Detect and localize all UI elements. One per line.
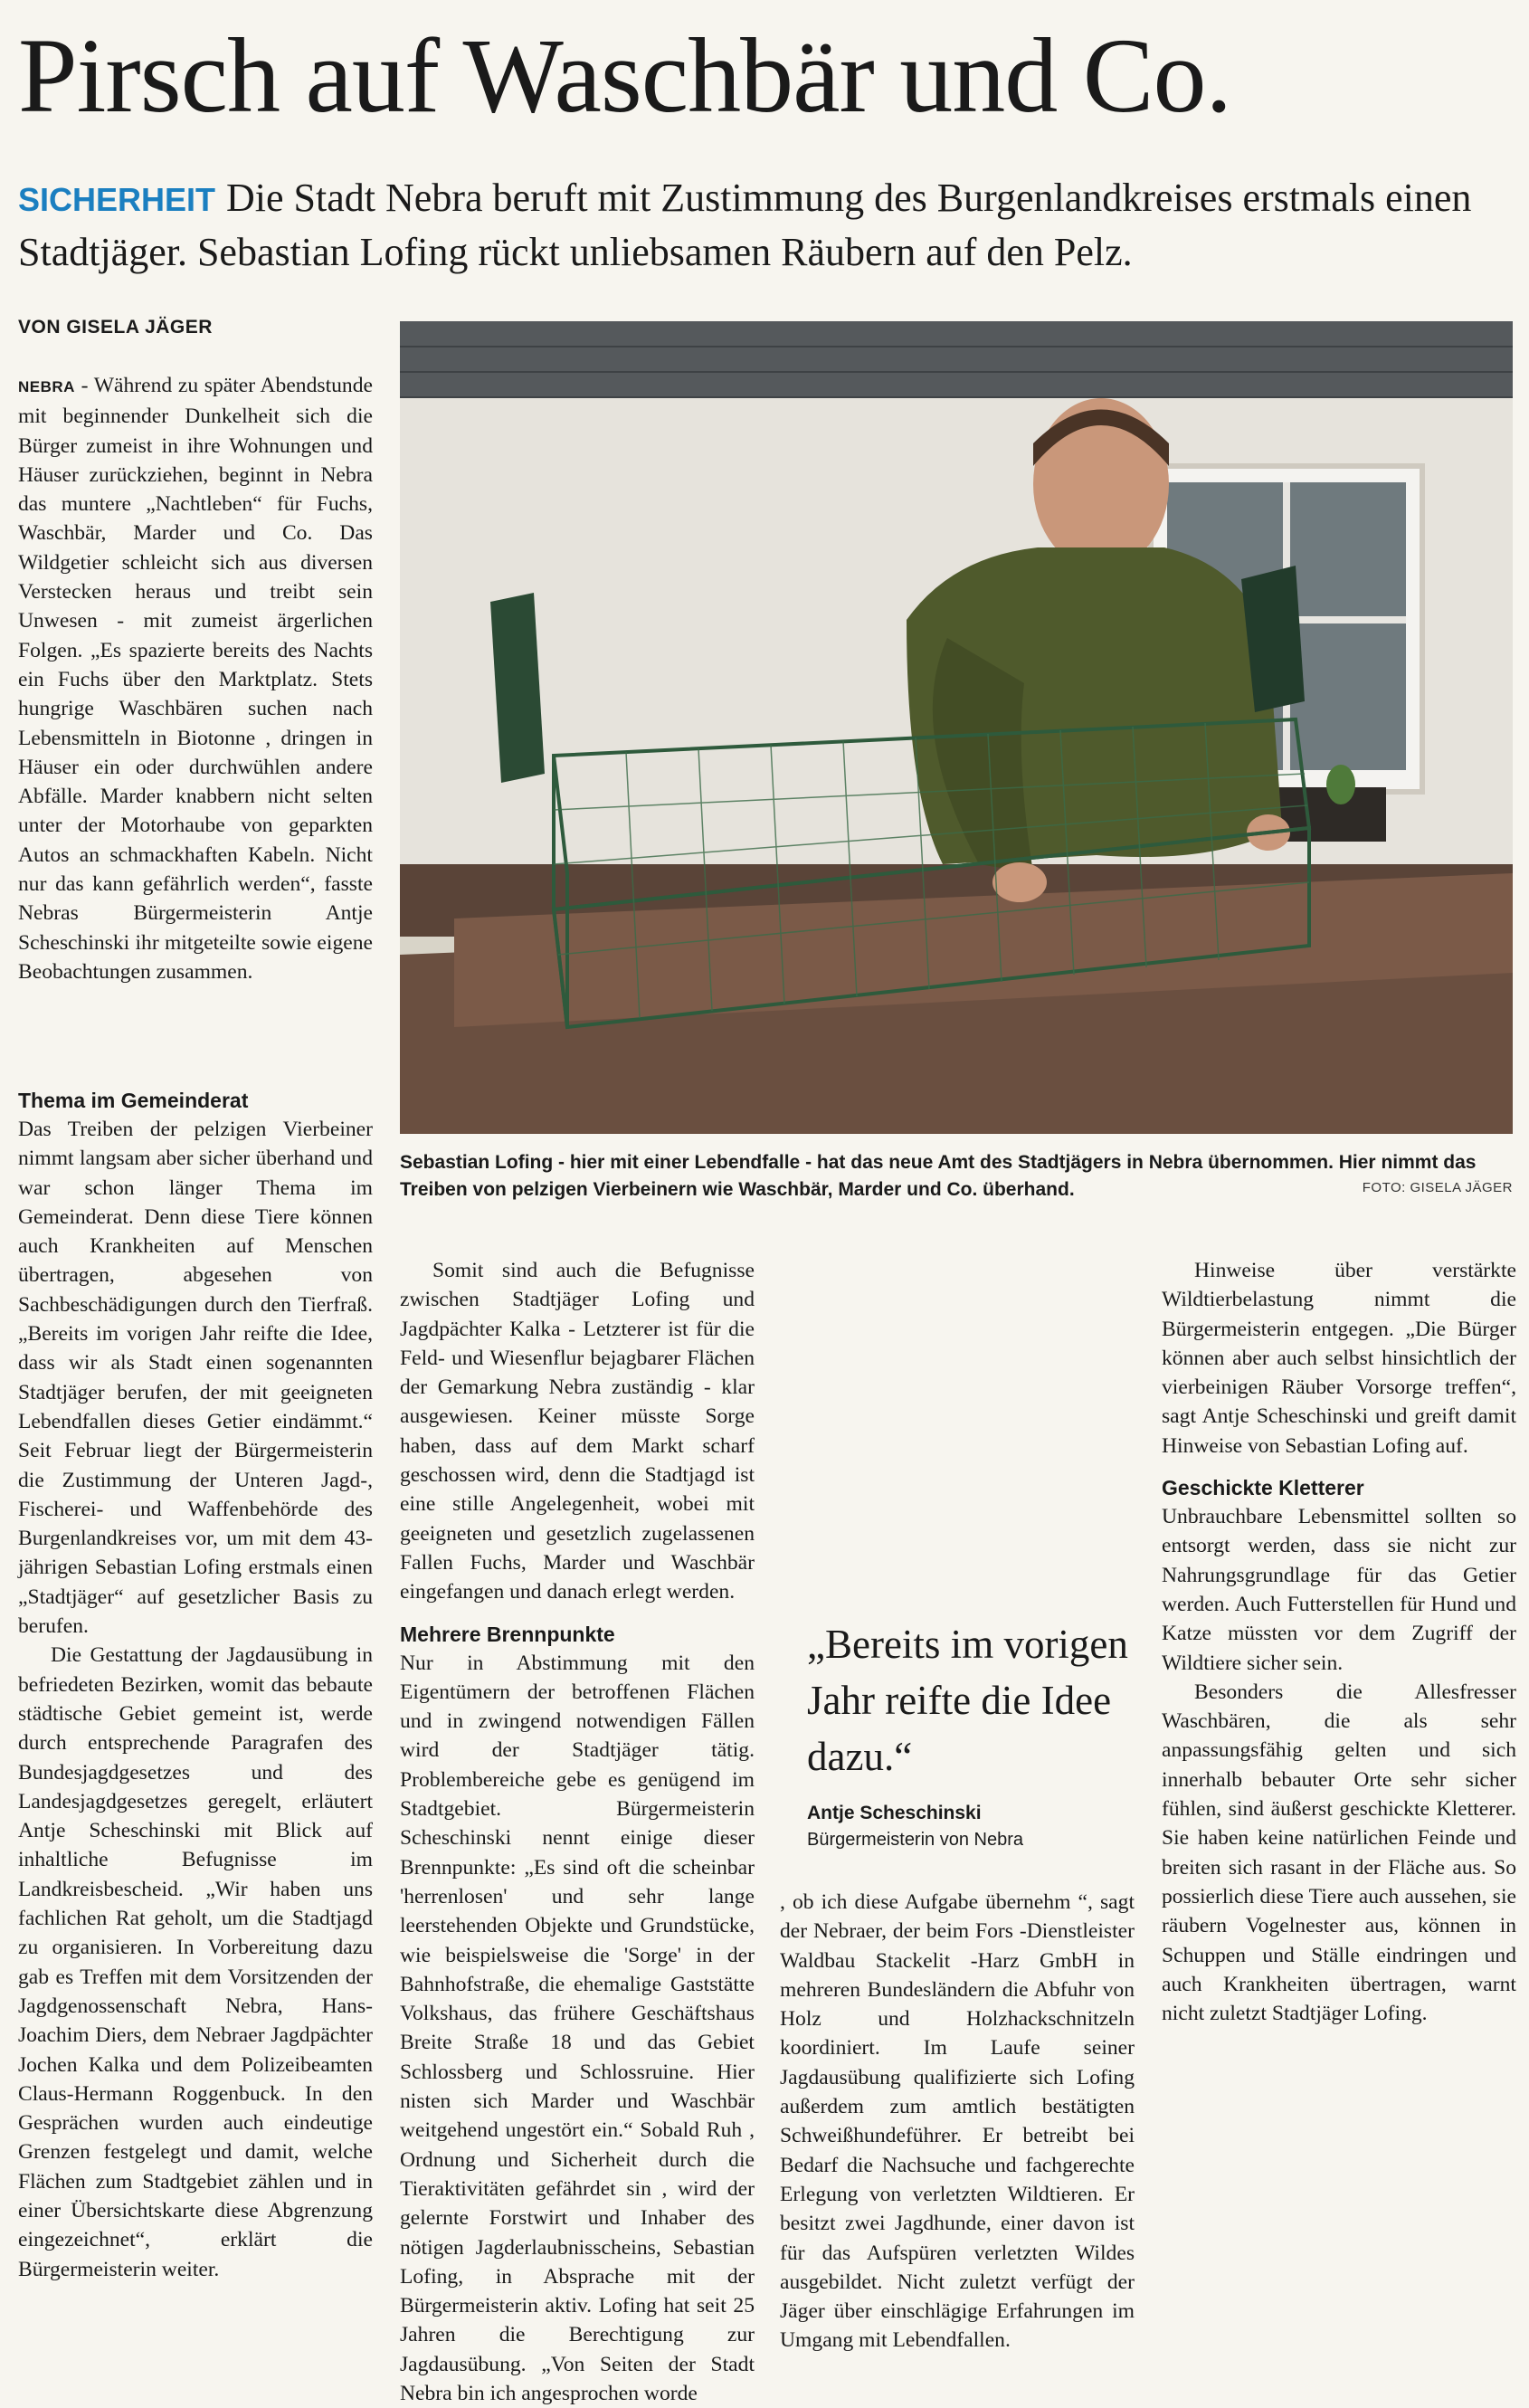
dateline: NEBRA [18, 378, 75, 395]
paragraph: Somit sind auch die Befugnisse zwischen Stadtjäger Lofing und Jagdpächter Kalka - Letzterer ist für die Feld- und Wiesenflur bejagbarer Flächen der Gemarkung Nebra zuständig - klar ausgewiesen. Keiner müsste Sorge haben, dass auf dem Markt scharf geschossen wird, denn die Stadtjagd ist eine stille Angelegenheit, wobei mit geeigneten und gesetzlich zugelassenen Fallen Fuchs, Marder und Waschbär eingefangen und danach erlegt werden. [400, 1259, 755, 1604]
subheading: Thema im Gemeinderat [18, 1089, 249, 1112]
paragraph-text: - Während zu später Abendstunde mit beginnender Dunkelheit sich die Bürger zumeist in ihre Wohnungen und Häuser zurückziehen, beginnt in Nebra das muntere „Nachtleben“ für Fuchs, Waschbär, Marder und Co. Das Wildgetier schleicht sich aus diversen Verstecken heraus und treibt sein Unwesen - mit zumeist ärgerlichen Folgen. „Es spazierte bereits des Nachts ein Fuchs über den Marktplatz. Stets hungrige Waschbären suchen nach Lebensmitteln in Biotonne , dringen in Häuser ein oder durchwühlen andere Abfälle. Marder knabbern nicht selten unter der Motorhaube von geparkten Autos an schmackhaften Kabeln. Nicht nur das kann gefährlich werden“, fasste Nebras Bürgermeisterin Antje Scheschinski ihr mitgeteilte sowie eigene Beobachtungen zusammen. [18, 374, 373, 984]
subheading: Geschickte Kletterer [1162, 1476, 1364, 1500]
column-3-top [780, 1256, 1135, 1591]
paragraph: Hinweise über verstärkte Wildtierbelastung nimmt die Bürgermeisterin entgegen. „Die Bürger können aber auch selbst hinsichtlich der vierbeinigen Räuber Vorsorge treffen“, sagt Antje Scheschinski und greift damit Hinweise von Sebastian Lofing auf. [1162, 1259, 1516, 1458]
article-photo [400, 321, 1513, 1134]
paragraph: Besonders die Allesfresser Waschbären, die als sehr anpassungsfähig gelten und sich innerhalb bebauter Orte sehr sicher fühlen, sind äußerst geschickte Kletterer. Sie haben keine natürlichen Feinde und breiten sich rasant in der Fläche aus. So possierlich diese Tiere auch aussehen, sie räubern Vogelnester aus, können in Schuppen und Ställe eindringen und auch Krankheiten übertragen, warnt nicht zuletzt Stadtjäger Lofing. [1162, 1680, 1516, 2026]
pull-quote-author: Antje Scheschinski [807, 1803, 982, 1823]
paragraph: Nur in Abstimmung mit den Eigentümern der betroffenen Flächen und in zwingend notwendigen Fällen wird der Stadtjäger tätig. Problembereiche gebe es genügend im Stadtgebiet. Bürgermeisterin Scheschinski nennt einige dieser Brennpunkte: „Es sind oft die scheinbar 'herrenlosen' und sehr lange leerstehenden Objekte und Grundstücke, wie beispielsweise die 'Sorge' in der Bahnhofstraße, die ehemalige Gaststätte Volkshaus, das frühere Geschäftshaus Breite Straße 18 und das Gebiet Schlossberg und Schlossruine. Hier nisten sich Marder und Waschbär weitgehend ungestört ein.“ Sobald Ruh , Ordnung und Sicherheit durch die Tieraktivitäten gefährdet sin , wird der gelernte Forstwirt und Inhaber des nötigen Jagderlaubnisscheins, Sebastian Lofing, in Absprache mit der Bürgermeisterin aktiv. Lofing hat seit 25 Jahren die Berechtigung zur Jagdausübung. „Von Seiten der Stadt Nebra bin ich angesprochen worde [400, 1651, 755, 2405]
column-1-bottom [18, 1086, 373, 2308]
pull-quote [807, 1616, 1142, 1851]
paragraph: Das Treiben der pelzigen Vierbeiner nimmt langsam aber sicher überhand und war schon länger Thema im Gemeinderat. Denn diese Tiere können auch Krankheiten auf Menschen übertragen, abgesehen von Sachbeschädigungen durch den Tierfraß. „Bereits im vorigen Jahr reifte die Idee, dass wir als Stadt einen sogenannten Stadtjäger berufen, der mit geeigneten Lebendfallen dieses Getier eindämmt.“ Seit Februar liegt der Bürgermeisterin die Zustimmung der Unteren Jagd-, Fischerei- und Waffenbehörde des Burgenlandkreises vor, um mit dem 43-jährigen Sebastian Lofing erstmals einen „Stadtjäger“ auf gesetzlicher Basis zu berufen. [18, 1118, 373, 1639]
column-3-bottom [780, 1888, 1135, 2353]
subheading: Mehrere Brennpunkte [400, 1622, 615, 1646]
photo-credit: FOTO: GISELA JÄGER [1362, 1180, 1513, 1195]
headline: Pirsch auf Waschbär und Co. [18, 16, 1232, 135]
kicker: SICHERHEIT [18, 181, 216, 218]
byline: VON GISELA JÄGER [18, 317, 213, 338]
paragraph: , ob ich diese Aufgabe übernehm “, sagt der Nebraer, der beim Fors -Dienstleister Waldbau Stackelit -Harz GmbH in mehreren Bundesländern die Abfuhr von Holz und Holzhackschnitzeln koordiniert. Im Laufe seiner Jagdausübung qualifizierte sich Lofing außerdem zum amtlich bestätigten Schweißhundeführer. Er betreibt bei Bedarf die Nachsuche und fachgerechte Erlegung von verletzten Wildtieren. Er besitzt zwei Jagdhunde, einer davon ist für das Aufspüren verletzten Wildes ausgebildet. Nicht zuletzt verfügt der Jäger über einschlägige Erfahrungen im Umgang mit Lebendfallen. [780, 1890, 1135, 2353]
subhead [18, 172, 1511, 279]
subhead-text: Die Stadt Nebra beruft mit Zustimmung des Burgenlandkreises erstmals einen Stadtjäger. Sebastian Lofing rückt unliebsamen Räubern auf den Pelz. [18, 176, 1472, 274]
photo-caption: Sebastian Lofing - hier mit einer Lebendfalle - hat das neue Amt des Stadtjägers in Nebra übernommen. Hier nimmt das Treiben von pelzigen Vierbeinern wie Waschbär, Marder und Co. überhand. [400, 1152, 1477, 1200]
column-1-top [18, 371, 373, 1068]
paragraph: Die Gestattung der Jagdausübung in befriedeten Bezirken, womit das bebaute städtische Gebiet gemeint ist, werde durch entsprechende Paragrafen des Bundesjagdgesetzes und des Landesjagdgesetzes geregelt, erläutert Antje Scheschinski mit Blick auf inhaltliche Befugnisse im Landkreisbescheid. „Wir haben uns fachlichen Rat geholt, um die Stadtjagd zu organisieren. In Vorbereitung dazu gab es Treffen mit dem Vorsitzenden der Jagdgenossenschaft Nebra, Hans-Joachim Diers, dem Nebraer Jagdpächter Jochen Kalka und dem Polizeibeamten Claus-Hermann Roggenbuck. In den Gesprächen wurden auch eindeutige Grenzen festgelegt und damit, welche Flächen zum Stadtgebiet zählen und in einer Übersichtskarte diese Abgrenzung eingezeichnet“, erklärt die Bürgermeisterin weiter. [18, 1643, 373, 2281]
pull-quote-text: „Bereits im vorigen Jahr reifte die Idee dazu.“ [807, 1622, 1128, 1779]
column-4 [1162, 1256, 1516, 2308]
pull-quote-role: Bürgermeisterin von Nebra [807, 1830, 1023, 1850]
paragraph [18, 371, 373, 986]
column-2 [400, 1256, 755, 2405]
paragraph: Unbrauchbare Lebensmittel sollten so entsorgt werden, dass sie nicht zur Nahrungsgrundlage für das Getier werden. Auch Futterstellen für Hund und Katze müssten vor dem Zugriff der Wildtiere sicher sein. [1162, 1505, 1516, 1675]
